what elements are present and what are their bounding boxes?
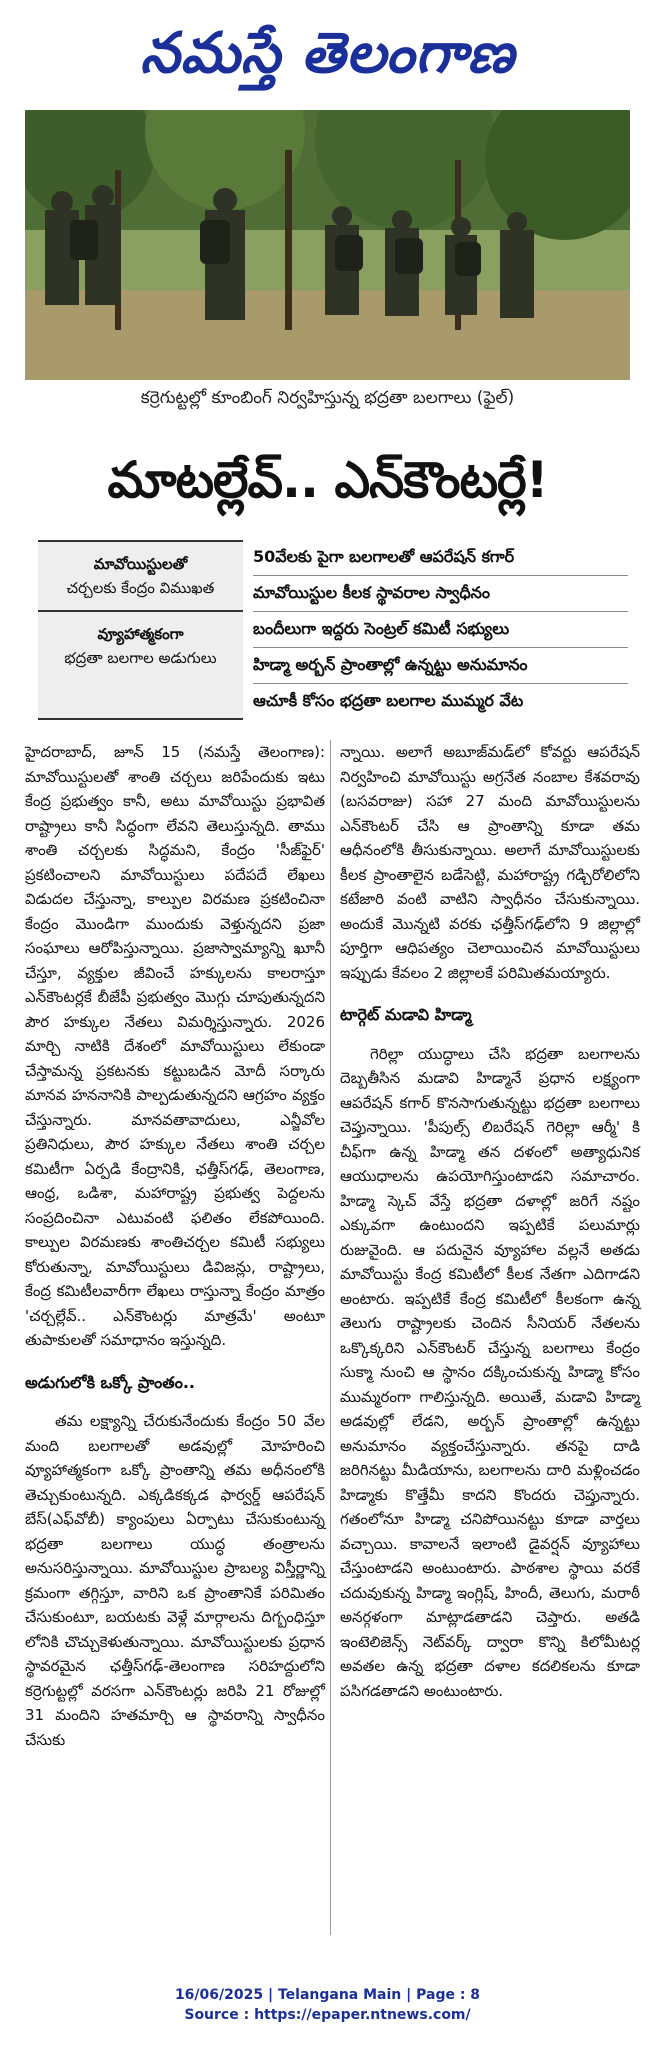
article-subhead: టార్గెట్ మడావి హిడ్మా	[340, 1005, 472, 1024]
subheadings-left	[38, 540, 243, 720]
sub-right-line: ఆచూకీ కోసం భద్రతా బలగాల ముమ్మర వేట	[253, 691, 524, 710]
sub-right-line: బందీలుగా ఇద్దరు సెంట్రల్ కమిటీ సభ్యులు	[253, 612, 628, 648]
sub-left-item	[38, 542, 243, 610]
article-subhead: అడుగులోకి ఒక్కో ప్రాంతం..	[25, 1372, 196, 1392]
sub-right-line: మావోయిస్టుల కీలక స్థావరాల స్వాధీనం	[253, 576, 628, 612]
sub-right-line: 50వేలకు పైగా బలగాలతో ఆపరేషన్ కగార్	[253, 540, 628, 576]
footer-date-line: 16/06/2025 | Telangana Main | Page : 8	[174, 1987, 481, 2003]
page-footer	[0, 1985, 655, 2025]
article-paragraph: తమ లక్ష్యాన్ని చేరుకునేందుకు కేంద్రం 50 వేల మంది బలగాలతో అడవుల్లో మోహరించి వ్యూహాత్మకంగా ఒక్కో ప్రాంతాన్ని తమ అధీనంలోకి తెచ్చుకుంటున్నది. ఎక్కడికక్కడ ఫార్వర్డ్ ఆపరేషన్ బేస్(ఎఫ్‌వోబీ) క్యాంపులు ఏర్పాటు చేసుకుంటున్న భద్రతా బలగాలు యుద్ధ తంత్రాలను అనుసరిస్తున్నాయి. మావోయిస్టుల ప్రాబల్య విస్తీర్ణాన్ని క్రమంగా తగ్గిస్తూ, వారిని ఒక ప్రాంతానికే పరిమితం చేసుకుంటూ, బయటకు వెళ్లే మార్గాలను దిగ్బంధిస్తూ లోనికి చొచ్చుకెళుతున్నాయి. మావోయిస్టులకు ప్రధాన స్థావరమైన ఛత్తీస్‌గఢ్-తెలంగాణ సరిహద్దులోని కర్రెగుట్టల్లో వరసగా ఎన్‌కౌంటర్లు జరిపి 21 రోజుల్లో 31 మందిని హతమార్చి ఆ స్థావరాన్ని స్వాధీనం చేసుకు	[25, 1412, 325, 1749]
sub-left-line: భద్రతా బలగాల అడుగులు	[64, 649, 217, 667]
article-paragraph: గెరిల్లా యుద్ధాలు చేసి భద్రతా బలగాలను దెబ్బతీసిన మడావి హిడ్మానే ప్రధాన లక్ష్యంగా ఆపరేషన్ కగార్ కొనసాగుతున్నట్టు భద్రతా బలగాలు చెప్తున్నాయి. 'పీపుల్స్ లిబరేషన్ గెరిల్లా ఆర్మీ' కి చీఫ్‌గా ఉన్న హిడ్మా తన దళంలో అత్యాధునిక ఆయుధాలను ఉపయోగిస్తుంటాడని సమాచారం. హిడ్మా స్కెచ్ వేస్తే భద్రతా దళాల్లో జరిగే నష్టం ఎక్కువగా ఉంటుందని ఇప్పటికే పలుమార్లు రుజువైంది. ఆ పదునైన వ్యూహాల వల్లనే అతడు మావోయిస్టు కేంద్ర కమిటీలో కీలక నేతగా ఎదిగాడని అంటారు. ఇప్పటికే కేంద్ర కమిటీలో కీలకంగా ఉన్న తెలుగు రాష్ట్రాలకు చెందిన సీనియర్ నేతలను ఒక్కొక్కరిని ఎన్‌కౌంటర్ చేస్తున్న బలగాలు కేంద్రం సుక్మా నుంచి ఆ స్థానం దక్కించుకున్న హిడ్మా కోసం ముమ్మరంగా గాలిస్తున్నది. అయితే, మడావి హిడ్మా అడవుల్లో లేడని, అర్బన్ ప్రాంతాల్లో ఉన్నట్టు అనుమానం వ్యక్తంచేస్తున్నారు. తనపై దాడి జరిగినట్టు మీడియాను, బలగాలను దారి మళ్లించడం హిడ్మాకు కొత్తేమీ కాదని కొందరు చెప్తున్నారు. గతంలోనూ హిడ్మా చనిపోయినట్టు కూడా వార్తలు వచ్చాయి. కావాలనే ఇలాంటి డైవర్షన్ వ్యూహాలు చేస్తుంటాడని అంటుంటారు. పాఠశాల స్థాయి వరకే చదువుకున్న హిడ్మా ఇంగ్లిష్, హిందీ, తెలుగు, మరాఠీ అనర్గళంగా మాట్లాడతాడని చెప్తారు. అతడి ఇంటెలిజెన్స్ నెట్‌వర్క్ ద్వారా కొన్ని కిలోమీటర్ల అవతల ఉన్న భద్రతా దళాల కదలికలను కూడా పసిగడతాడని అంటుంటారు.	[340, 1044, 640, 1700]
news-photo	[25, 110, 630, 380]
sub-left-item	[38, 610, 243, 680]
sub-right-line: హిడ్మా అర్బన్ ప్రాంతాల్లో ఉన్నట్టు అనుమానం	[253, 648, 628, 684]
sub-left-line: చర్చలకు కేంద్రం విముఖత	[66, 579, 215, 597]
sub-left-line: మావోయిస్టులతో	[93, 555, 188, 573]
forest-patrol-image	[25, 110, 630, 380]
footer-source-line: Source : https://epaper.ntnews.com/	[184, 2007, 471, 2023]
subheadings-box	[38, 540, 628, 720]
article-paragraph: హైదరాబాద్, జూన్ 15 (నమస్తే తెలంగాణ): మావోయిస్టులతో శాంతి చర్చలు జరిపేందుకు ఇటు కేంద్ర ప్రభుత్వం కానీ, అటు మావోయిస్టు ప్రభావిత రాష్ట్రాలు కానీ సిద్ధంగా లేవని తెలుస్తున్నది. తాము శాంతి చర్చలకు సిద్ధమని, కేంద్రం 'సీజ్‌ఫైర్' ప్రకటించాలని మావోయిస్టులు పదేపదే లేఖలు విడుదల చేస్తున్నా, కాల్పుల విరమణ ప్రకటించినా కేంద్రం మొండిగా ముందుకు వెళ్తున్నదని ప్రజా సంఘాలు ఆరోపిస్తున్నాయి. ప్రజాస్వామ్యాన్ని ఖూనీ చేస్తూ, వ్యక్తుల జీవించే హక్కులను కాలరాస్తూ ఎన్‌కౌంటర్లకే బీజేపీ ప్రభుత్వం మొగ్గు చూపుతున్నదని పౌర హక్కుల నేతలు విమర్శిస్తున్నారు. 2026 మార్చి నాటికి దేశంలో మావోయిస్టులు లేకుండా చేస్తామన్న ప్రకటనకు కట్టుబడిన మోదీ సర్కారు మానవ హననానికి పాల్పడుతున్నదని ఆగ్రహం వ్యక్తం చేస్తున్నారు. మానవతావాదులు, ఎన్జీవోల ప్రతినిధులు, పౌర హక్కుల నేతలు శాంతి చర్చల కమిటీగా ఏర్పడి కేంద్రానికి, ఛత్తీస్‌గఢ్, తెలంగాణ, ఆంధ్ర, ఒడిశా, మహారాష్ట్ర ప్రభుత్వ పెద్దలను సంప్రదించినా ఎటువంటి ఫలితం లేకపోయింది. కాల్పుల విరమణకు శాంతిచర్చల కమిటీ సభ్యులు కోరుతున్నా, మావోయిస్టులు డివిజన్లు, రాష్ట్రాలు, కేంద్ర కమిటీలవారీగా లేఖలు రాస్తున్నా కేంద్రం మాత్రం 'చర్చల్లేవ్.. ఎన్‌కౌంటర్లు మాత్రమే' అంటూ తుపాకులతో సమాధానం ఇస్తున్నది.	[25, 743, 325, 1349]
photo-caption: కర్రెగుట్టల్లో కూంబింగ్ నిర్వహిస్తున్న భద్రతా బలగాలు (ఫైల్)	[140, 388, 515, 408]
subheadings-right	[253, 540, 628, 720]
article-column-right	[340, 740, 640, 1703]
masthead	[0, 8, 655, 98]
sub-left-line: వ్యూహాత్మకంగా	[97, 625, 184, 643]
headline: మాటల్లేవ్.. ఎన్‌కౌంటర్లే!	[107, 451, 548, 509]
article-paragraph: న్నాయి. అలాగే అబూజ్‌మడ్‌లో కోవర్టు ఆపరేషన్ నిర్వహించి మావోయిస్టు అగ్రనేత నంబాల కేశవరావు (బసవరాజు) సహా 27 మంది మావోయిస్టులను ఎన్‌కౌంటర్ చేసి ఆ ప్రాంతాన్ని కూడా తమ ఆధీనంలోకి తీసుకున్నాయి. అలాగే మావోయిస్టులకు కీలక ప్రాంతాలైన బడేసెట్టి, మహారాష్ట్ర గడ్చిరోలిలోని కటేజారి వంటి వాటిని స్వాధీనం చేసుకున్నాయి. అందుకే మొన్నటి వరకు ఛత్తీస్‌గఢ్‌లోని 9 జిల్లాల్లో పూర్తిగా ఆధిపత్యం చెలాయించిన మావోయిస్టులు ఇప్పుడు కేవలం 2 జిల్లాలకే పరిమితమయ్యారు.	[340, 743, 640, 982]
newspaper-title: నమస్తే తెలంగాణ	[140, 20, 515, 86]
article-column-left	[25, 740, 325, 1752]
column-divider	[330, 740, 331, 1935]
